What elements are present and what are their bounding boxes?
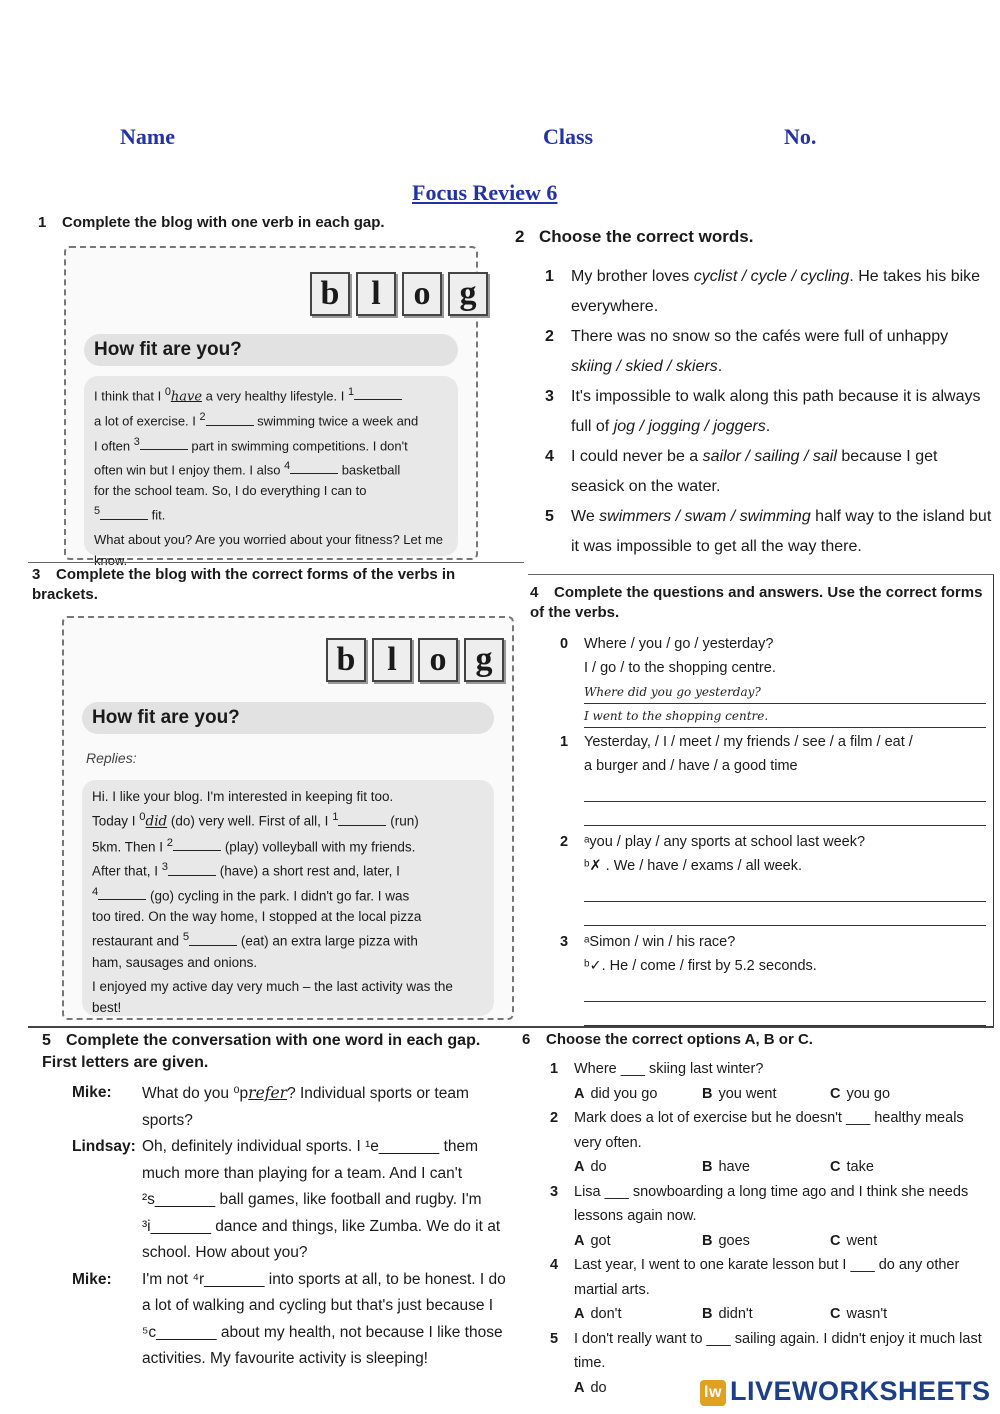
blog-logo: b l o g [326, 638, 504, 682]
conversation-line: Lindsay: Oh, definitely individual sports. I ¹e_______ them much more than playing for a team. And I can't ²s_______ ball games, like football and rugby. I'm ³i_______ dance and things, like Zumba. We do it at school. How about you? [72, 1138, 501, 1261]
section-4-items: 0 Where / you / go / yesterday? I / go / to the shopping centre. Where did you go yesterday? I went to the shopping centre. 1 Yesterday, / I / meet / my friends / see / a film / eat / a burger and / have / a good time 2 ᵃyou / play / any sports at school last week? ᵇ✗ . We / have / exams / all week. 3 ᵃSimon / win / his race? ᵇ✓. He / come / first by 5.2 seconds. [560, 632, 990, 1026]
answer-3b-line[interactable] [584, 1002, 986, 1026]
divider [528, 574, 994, 575]
blog-1-text: I think that I $^0$have a very healthy lifestyle. I $^1$ a lot of exercise. I $^2$ swimming twice a week and I often $^3$ part in swimming competitions. I don't often win but I enjoy them. I also $^4$ basketball for the school team. So, I do everything I can to $^5$ fit. What about you? Are you worried about your fitness? Let me know. [84, 376, 458, 556]
section-4-title: 4 Complete the questions and answers. Use the correct forms of the verbs. [530, 584, 983, 621]
options-row[interactable]: A don't B didn't C wasn't [574, 1306, 888, 1322]
list-item: 5 We swimmers / swam / swimming half way to the island but it was impossible to get all the way there. [545, 508, 992, 555]
list-item: 2 Mark does a lot of exercise but he doesn't ___ healthy meals very often. [550, 1110, 964, 1151]
conversation-line: Mike: I'm not ⁴r_______ into sports at all, to be honest. I do a lot of walking and cycling but that's just because I ⁵c_______ about my health, not because I like those activities. My favourite activity is sleeping! [72, 1270, 506, 1367]
answer-2-line[interactable] [584, 878, 986, 902]
gap-run-input[interactable] [338, 825, 386, 826]
name-label: Name [120, 124, 175, 149]
blog-1 [64, 246, 478, 568]
options-row[interactable]: A did you go B you went C you go [574, 1085, 891, 1102]
conversation [72, 1080, 512, 1373]
liveworksheets-logo-icon: lw [700, 1380, 726, 1406]
blog-3-heading: How fit are you? [82, 702, 494, 734]
liveworksheets-watermark: lw LIVEWORKSHEETS [700, 1376, 991, 1407]
gap-5-input[interactable] [100, 519, 148, 520]
blog-logo: b l o g [310, 272, 488, 316]
section-3-title: 3 Complete the blog with the correct forms of the verbs in brackets. [32, 566, 456, 603]
blog-1-heading: How fit are you? [84, 334, 458, 366]
blog-1-closing: What about you? Are you worried about your fitness? Let me know. [94, 531, 444, 568]
list-item: 1 Where ___ skiing last winter? [550, 1061, 764, 1077]
blog-3-text: Hi. I like your blog. I'm interested in keeping fit too. Today I $^0$did (do) very well. First of all, I $^1$ (run) 5km. Then I $^2$ (play) volleyball with my friends. After that, I $^3$ (have) a short rest and, later, I $^4$ (go) cycling in the park. I didn't go far. I was too tired. On the way home, I stopped at the local pizza restaurant and $^5$ (eat) an extra large pizza with ham, sausages and onions. I enjoyed my active day very much – the last activity was the best! [82, 780, 494, 1016]
list-item: 2 There was no snow so the cafés were full of unhappy skiing / skied / skiers. [545, 328, 949, 375]
section-2-title: 2 Choose the correct words. [515, 227, 754, 246]
section-1-title: 1 Complete the blog with one verb in each gap. [38, 214, 385, 231]
list-item: 3 Lisa ___ snowboarding a long time ago and I think she needs lessons again now. [550, 1183, 969, 1224]
blog-3-closing: I enjoyed my active day very much – the last activity was the best! [92, 978, 453, 1015]
answer-3-line[interactable] [584, 978, 986, 1002]
answer-1b-line[interactable] [584, 802, 986, 826]
conversation-line: Mike: What do you ⁰prefer? Individual sports or team sports? [72, 1084, 469, 1129]
gap-2-input[interactable] [206, 425, 254, 426]
section-6-items [550, 1057, 990, 1400]
divider [28, 562, 524, 563]
class-label: Class [543, 124, 594, 149]
gap-go-input[interactable] [98, 899, 146, 900]
example-answer-1: Where did you go yesterday? [584, 680, 986, 704]
divider [28, 1026, 994, 1028]
number-label: No. [784, 124, 817, 149]
answer-1-line[interactable] [584, 778, 986, 802]
list-item: 4 Last year, I went to one karate lesson but I ___ do any other martial arts. [550, 1257, 960, 1298]
gap-play-input[interactable] [173, 850, 221, 851]
options-row[interactable]: A do B have C take [574, 1159, 874, 1175]
example-answer-2: I went to the shopping centre. [584, 704, 986, 728]
options-row[interactable]: A do [574, 1379, 607, 1396]
list-item: 5 I don't really want to ___ sailing again. I didn't enjoy it much last time. [550, 1330, 982, 1371]
blog-3 [62, 616, 514, 1020]
section-2-items [545, 262, 993, 562]
list-item: 1 My brother loves cyclist / cycle / cycling. He takes his bike everywhere. [545, 268, 981, 315]
options-row[interactable]: A got B goes C went [574, 1232, 878, 1249]
list-item: 3 It's impossible to walk along this path because it is always full of jog / jogging / joggers. [545, 388, 981, 435]
list-item: 4 I could never be a sailor / sailing / sail because I get seasick on the water. [545, 448, 938, 495]
section-6-title: 6 Choose the correct options A, B or C. [522, 1031, 813, 1048]
section-5-title: 5 Complete the conversation with one word in each gap. First letters are given. [42, 1032, 481, 1071]
gap-eat-input[interactable] [189, 945, 237, 946]
gap-have-input[interactable] [168, 875, 216, 876]
answer-2b-line[interactable] [584, 902, 986, 926]
gap-4-input[interactable] [290, 473, 338, 474]
replies-label: Replies: [86, 750, 137, 766]
gap-1-input[interactable] [354, 399, 402, 400]
divider [993, 575, 994, 1027]
gap-3-input[interactable] [140, 449, 188, 450]
page-title: Focus Review 6 [412, 180, 558, 205]
